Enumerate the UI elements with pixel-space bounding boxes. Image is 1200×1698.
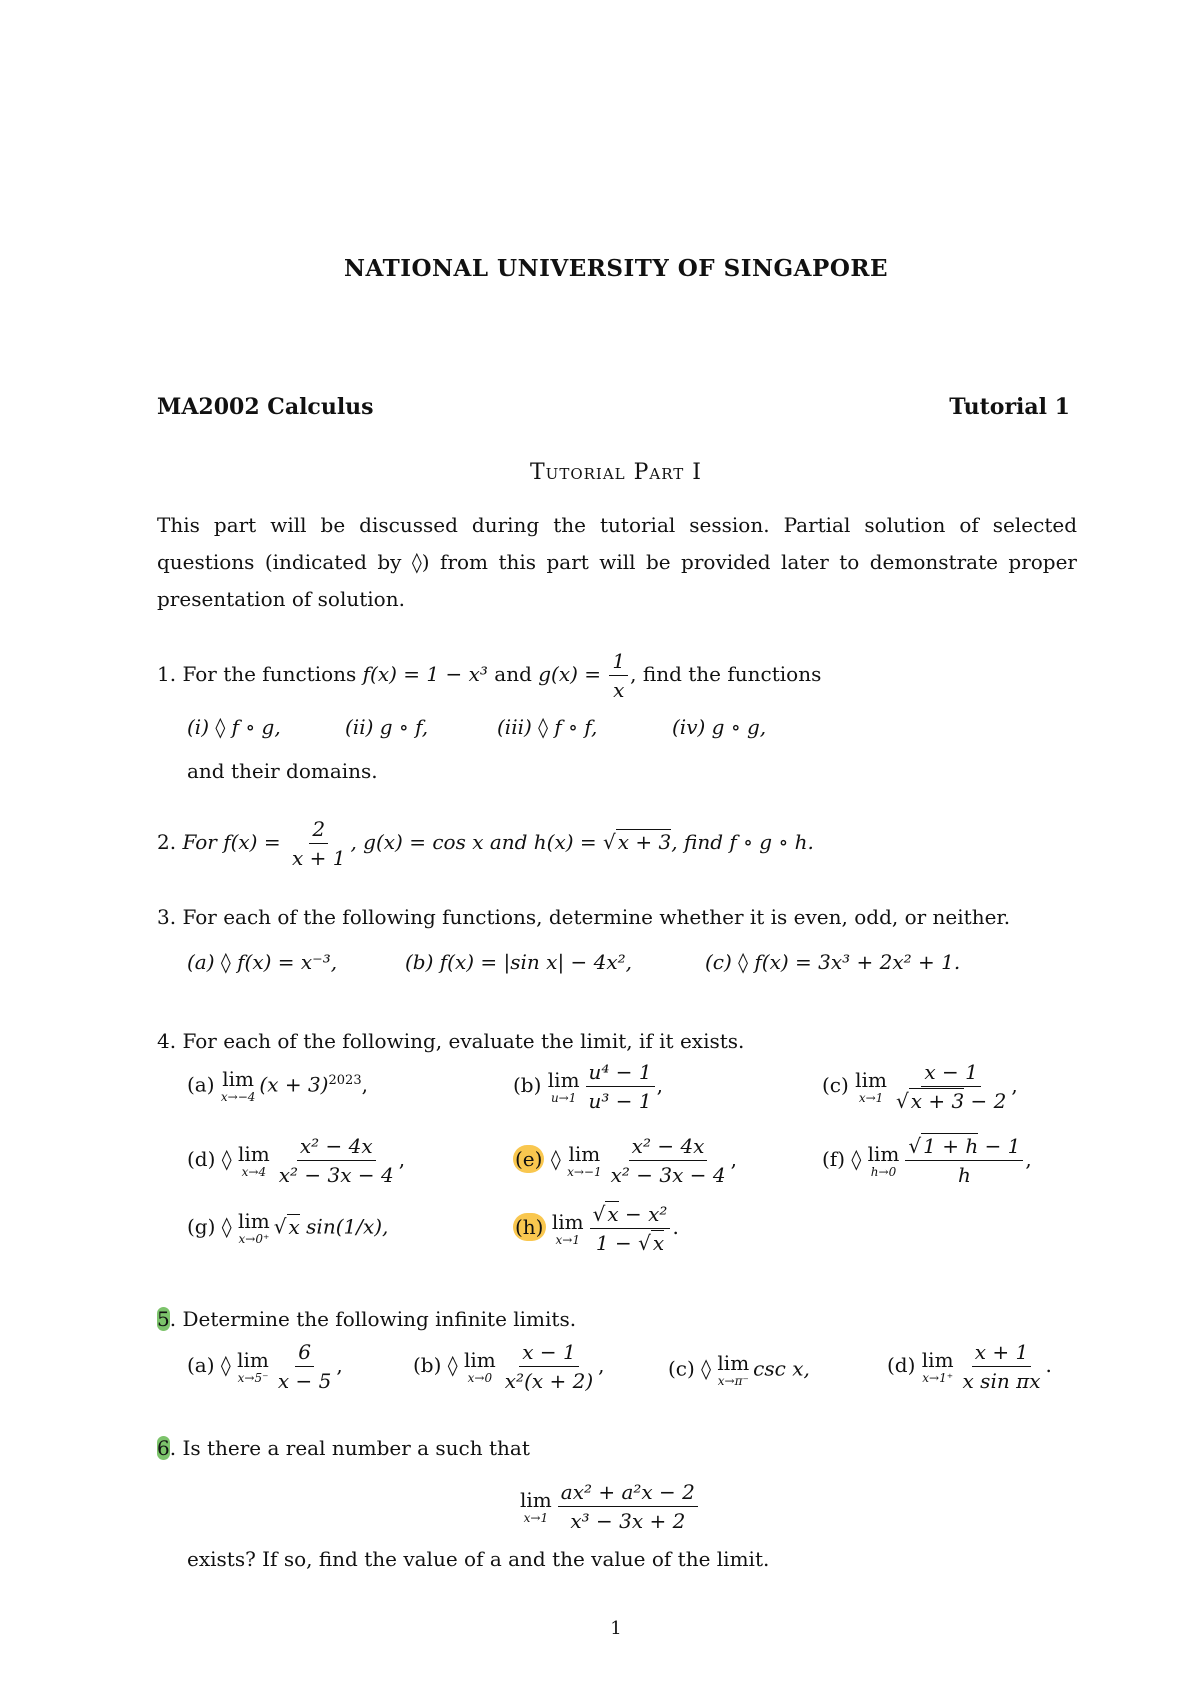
- q4-part-f: (f) ◊ lim h→0 $\frac{√ 1 + h - 1}{h}$ ,: [822, 1134, 1032, 1187]
- q4-part-d: (d) ◊ lim x→4 $\frac{\text{x² − 4x}}{\text{x² − 3x − 4}}$ ,: [187, 1134, 406, 1187]
- highlight-6: 6: [157, 1436, 170, 1460]
- q5-part-b: (b) ◊ lim x→0 $\frac{x - 1}{\text{x²(x + 2)}}$ ,: [413, 1340, 605, 1393]
- q4-part-e: (e) ◊ lim x→−1 $\frac{\text{x² − 4x}}{\text{x² − 3x − 4}}$ ,: [515, 1134, 737, 1187]
- q1-part-i: (i) ◊ f ∘ g,: [187, 715, 281, 739]
- q3-part-b: (b) f(x) = |sin x| − 4x²,: [405, 950, 633, 974]
- q6-limit: lim x→1 $\frac{\text{ax² + a²x − 2}}{\text{x³ − 3x + 2}}$: [520, 1478, 700, 1535]
- q4-part-c: (c) lim x→1 $\frac{x - 1}{√ x + 3 - 2}$ ,: [822, 1060, 1018, 1113]
- q6-closing: exists? If so, find the value of a and the value of the limit.: [187, 1547, 770, 1571]
- q1-part-iv: (iv) g ∘ g,: [672, 715, 767, 739]
- q4-part-g: (g) ◊ lim x→0⁺ √ x sin(1/x),: [187, 1209, 389, 1246]
- highlight-5: 5: [157, 1307, 170, 1331]
- highlight-h: (h): [515, 1215, 544, 1239]
- q1-closing: and their domains.: [187, 759, 378, 783]
- course-name: MA2002 Calculus: [157, 394, 374, 420]
- q1-part-ii: (ii) g ∘ f,: [345, 715, 429, 739]
- q2-sqrt: x + 3: [617, 830, 672, 854]
- q6-line: 6. Is there a real number a such that: [157, 1436, 530, 1460]
- q1-number: 1.: [157, 662, 177, 686]
- q4-line: 4. For each of the following, evaluate the limit, if it exists.: [157, 1029, 745, 1053]
- q3-part-c: (c) ◊ f(x) = 3x³ + 2x² + 1.: [705, 950, 961, 974]
- q4-part-a: (a) lim x→−4 $(x + 3)^{2023}$,: [187, 1067, 368, 1104]
- q5-part-d: (d) lim x→1⁺ $\frac{x + 1}{\text{x sin πx}}$ .: [887, 1340, 1052, 1393]
- q3-number: 3.: [157, 905, 177, 929]
- q5-line: 5. Determine the following infinite limits.: [157, 1307, 577, 1331]
- highlight-e: (e): [515, 1147, 543, 1171]
- page-number: 1: [610, 1618, 622, 1639]
- tutorial-number: Tutorial 1: [949, 394, 1070, 420]
- q3-line: 3. For each of the following functions, determine whether it is even, odd, or neither.: [157, 905, 1011, 929]
- q5-part-a: (a) ◊ lim x→5⁻ $\frac{6}{x - 5}$ ,: [187, 1340, 343, 1393]
- q2-number: 2.: [157, 830, 177, 854]
- q2-fraction: $\frac{2}{x + 1}$: [291, 817, 346, 870]
- institution-title: NATIONAL UNIVERSITY OF SINGAPORE: [343, 255, 889, 282]
- q4-number: 4.: [157, 1029, 177, 1053]
- q2-line: 2. For f(x) = $\frac{2}{x + 1}$ , g(x) = cos x and h(x) = √ x + 3, find f ∘ g ∘ h.: [157, 817, 814, 870]
- q4-part-b: (b) lim u→1 $\frac{\text{u⁴ − 1}}{\text{u³ − 1}}$ ,: [513, 1060, 664, 1113]
- q3-part-a: (a) ◊ f(x) = x⁻³,: [187, 950, 338, 974]
- q1-part-iii: (iii) ◊ f ∘ f,: [497, 715, 598, 739]
- q1-line: 1. For the functions f(x) = 1 − x³ and g(x) = $\frac{1}{x}$ , find the functions: [157, 649, 822, 702]
- q5-part-c: (c) ◊ lim x→π⁻ csc x,: [668, 1351, 810, 1388]
- part-title: Tutorial Part I: [530, 460, 702, 485]
- q4-part-h: (h) lim x→1 $\frac{\text{√ x − x²}}{1 - √ x}$ .: [515, 1202, 679, 1255]
- intro-paragraph: This part will be discussed during the tutorial session. Partial solution of selected questions (indicated by ◊) from this part will be provided later to demonstrate proper presentation of solution.: [157, 513, 1077, 611]
- q1-g-fraction: $\frac{1}{x}$: [609, 647, 628, 704]
